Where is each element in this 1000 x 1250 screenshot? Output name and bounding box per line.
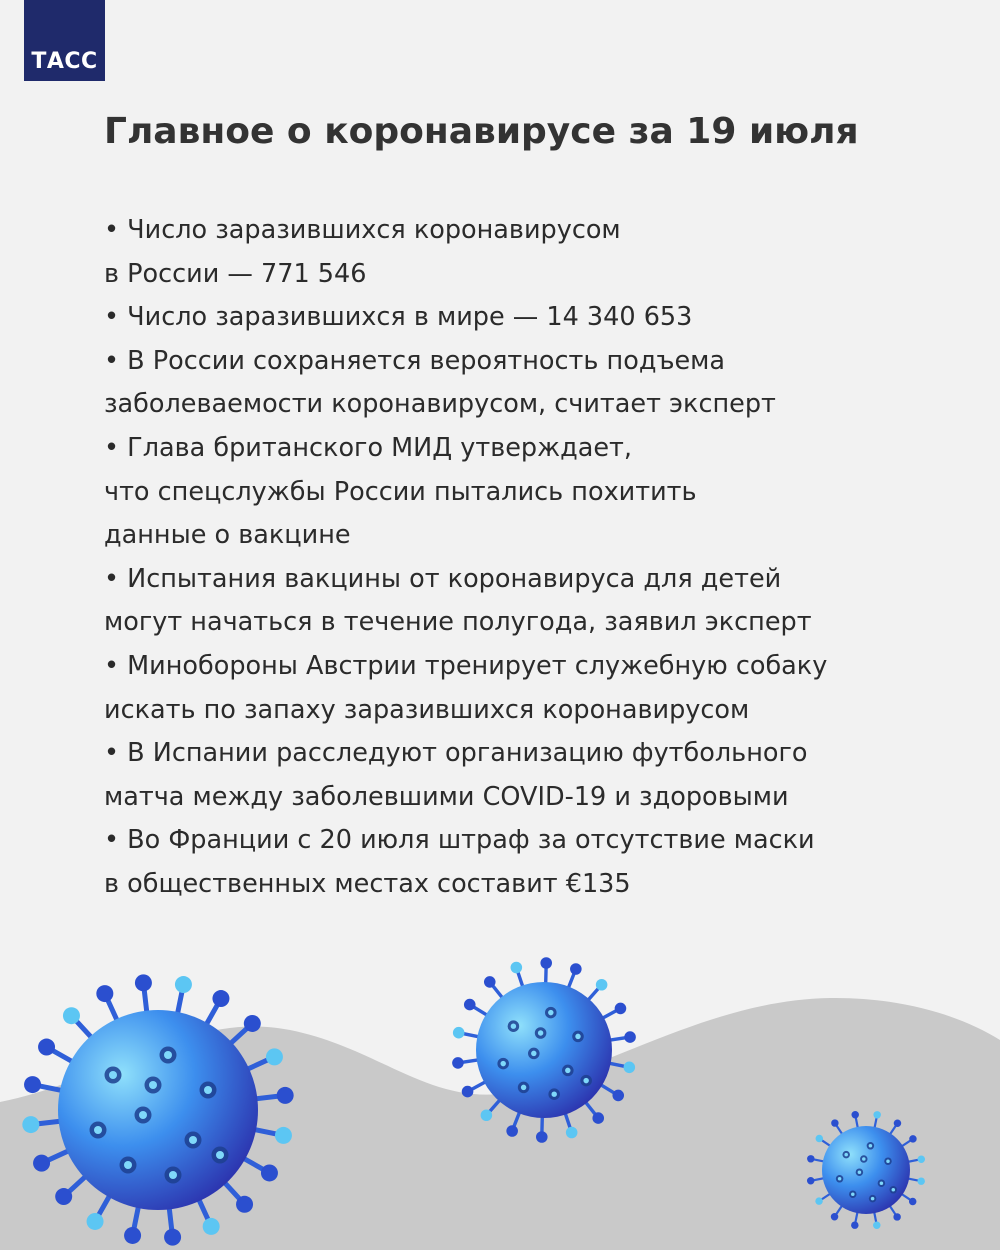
wave-shape	[0, 998, 1000, 1250]
news-item	[104, 340, 934, 427]
news-line: • Число заразившихся коронавирусом	[104, 215, 621, 245]
news-line: • Минобороны Австрии тренирует служебную собаку	[104, 650, 828, 681]
news-line: • В России сохраняется вероятность подъема	[104, 345, 726, 376]
logo-text: ТАСС	[31, 49, 98, 74]
news-line: • Число заразившихся в мире — 14 340 653	[104, 302, 693, 333]
news-line: что спецслужбы России пытались похитить	[104, 476, 697, 507]
news-item	[104, 819, 934, 906]
news-line: матча между заболевшими COVID-19 и здоровыми	[104, 781, 789, 812]
news-item	[104, 209, 934, 296]
news-item	[104, 732, 934, 819]
news-item	[104, 427, 934, 558]
news-line: • В Испании расследуют организацию футбольного	[104, 738, 808, 769]
news-line: • Испытания вакцины от коронавируса для детей	[104, 563, 782, 594]
news-line: искать по запаху заразившихся коронавирусом	[104, 694, 750, 725]
news-line: в России — 771 546	[104, 258, 367, 289]
tass-logo[interactable]	[24, 0, 105, 81]
virus-icon	[807, 1111, 925, 1229]
news-item	[104, 558, 934, 645]
news-line: • Глава британского МИД утверждает,	[104, 432, 632, 463]
virus-icon	[452, 957, 636, 1143]
news-item	[104, 296, 934, 340]
virus-icon	[22, 974, 293, 1245]
page-title: Главное о коронавирусе за 19 июля	[104, 111, 859, 152]
news-item	[104, 645, 934, 732]
news-line: заболеваемости коронавирусом, считает эксперт	[104, 389, 776, 420]
news-line: • Во Франции с 20 июля штраф за отсутствие маски	[104, 825, 815, 856]
news-list	[104, 209, 934, 907]
news-line: в общественных местах составит €135	[104, 868, 631, 899]
news-line: данные о вакцине	[104, 520, 351, 551]
news-line: могут начаться в течение полугода, заявил эксперт	[104, 607, 812, 638]
